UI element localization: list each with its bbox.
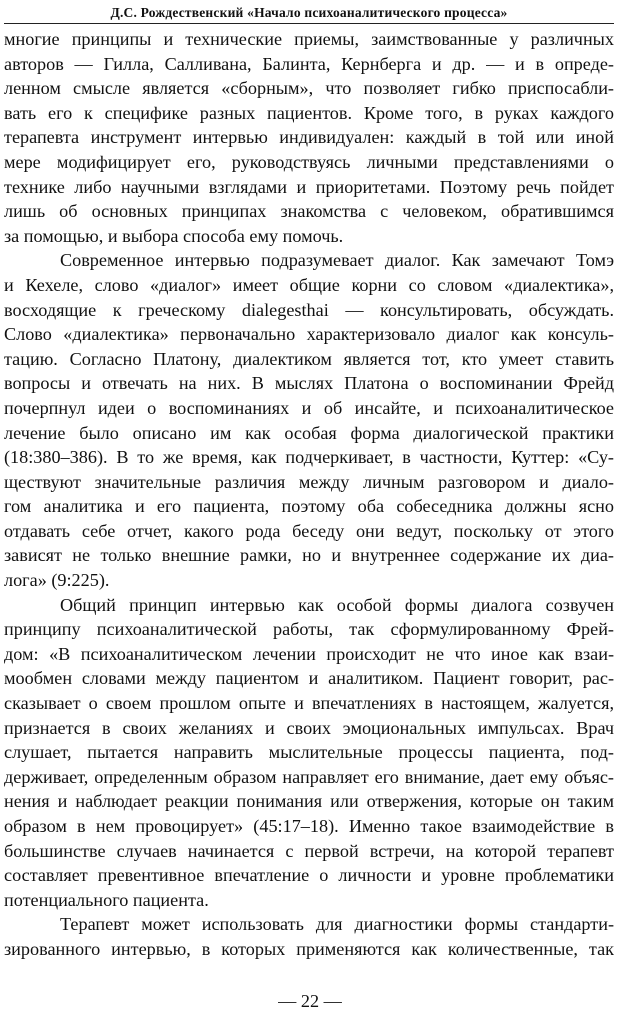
text-line: гом аналитика и его пациента, поэтому оба собеседника должны ясно bbox=[4, 496, 614, 517]
text-line: лишь об основных принципах знакомства с человеком, обратившимся bbox=[4, 201, 614, 222]
text-line: образом в нем провоцирует» (45:17–18). Именно такое взаимодействие в bbox=[4, 816, 614, 836]
text-line: потенциального пациента. bbox=[4, 889, 209, 910]
text-line: мообмен словами между пациентом и аналитиком. Пациент говорит, рас- bbox=[4, 668, 614, 689]
text-line: составляет превентивное впечатление о личности и уровне проблематики bbox=[4, 865, 614, 886]
text-line: держивает, определенным образом направляет его внимание, дает ему объяс- bbox=[4, 766, 614, 787]
text-line: и Кехеле, слово «диалог» имеет общие корни со словом «диалектика», bbox=[4, 274, 614, 295]
text-line: многие принципы и технические приемы, заимствованные у различных bbox=[4, 29, 614, 49]
text-line: ленном смысле является «сборным», что позволяет гибко приспосабли- bbox=[4, 78, 614, 99]
text-line: сказывает о своем прошлом опыте и впечатлениях в настоящем, жалуется, bbox=[4, 693, 614, 714]
text-line: вопросы и отвечать на них. В мыслях Платона о воспоминании Фрейд bbox=[4, 373, 614, 394]
text-line: отдавать себе отчет, какого рода беседу они ведут, поскольку от этого bbox=[4, 520, 614, 541]
text-line: тацию. Согласно Платону, диалектиком является тот, кто умеет ставить bbox=[4, 348, 614, 369]
text-line: дом: «В психоаналитическом лечении происходит не что иное как взаи- bbox=[4, 643, 614, 664]
text-line: принципу психоаналитической работы, так сформулированному Фрей- bbox=[4, 619, 614, 640]
text-line: зированного интервью, в которых применяются как количественные, так bbox=[4, 938, 614, 959]
text-line: технике либо научными взглядами и приоритетами. Поэтому речь пойдет bbox=[4, 176, 614, 197]
text-line: авторов — Гилла, Салливана, Балинта, Кернберга и др. — и в опреде- bbox=[4, 53, 614, 74]
text-line: слушает, пытается направить мыслительные процессы пациента, под- bbox=[4, 742, 614, 763]
text-line: признается в своих желаниях и своих эмоциональных импульсах. Врач bbox=[4, 717, 614, 738]
text-line: терапевта инструмент интервью индивидуален: каждый в той или иной bbox=[4, 127, 614, 148]
text-line: мере модифицирует его, руководствуясь личными представлениями о bbox=[4, 151, 614, 172]
text-line: большинстве случаев начинается с первой встречи, на которой терапевт bbox=[4, 840, 614, 861]
text-line: Терапевт может использовать для диагностики формы стандарти- bbox=[60, 914, 614, 935]
text-line: нения и наблюдает реакции понимания или отвержения, которые он таким bbox=[4, 791, 614, 812]
running-header: Д.С. Рождественский «Начало психоаналитического процесса» bbox=[4, 0, 614, 24]
text-line: Современное интервью подразумевает диалог. Как замечают Томэ bbox=[60, 250, 614, 271]
page-number: — 22 — bbox=[278, 991, 342, 1011]
text-line: лога» (9:225). bbox=[4, 570, 110, 591]
text-line: вать его к специфике разных пациентов. Кроме того, в руках каждого bbox=[4, 102, 614, 123]
paragraph bbox=[4, 912, 614, 961]
text-line: лечение было описано им как особая форма диалогической практики bbox=[4, 422, 614, 443]
text-line: восходящие к греческому dialegesthai — консультировать, обсуждать. bbox=[4, 299, 614, 320]
text-line: Общий принцип интервью как особой формы диалога созвучен bbox=[60, 594, 614, 615]
paragraph bbox=[4, 593, 614, 913]
text-line: за помощью, и выбора способа ему помочь. bbox=[4, 225, 344, 246]
text-line: почерпнул идеи о воспоминаниях и об инсайте, и психоаналитическое bbox=[4, 397, 614, 418]
paragraph bbox=[4, 248, 614, 592]
body-text bbox=[4, 27, 614, 962]
text-line: ществуют значительные различия между личным разговором и диало- bbox=[4, 471, 614, 492]
paragraph bbox=[4, 27, 614, 248]
text-line: (18:380–386). В то же время, как подчеркивает, в частности, Куттер: «Су- bbox=[4, 447, 614, 468]
text-line: зависят не только внешние рамки, но и внутреннее содержание их диа- bbox=[4, 545, 614, 566]
text-line: Слово «диалектика» первоначально характеризовало диалог как консуль- bbox=[4, 324, 614, 345]
